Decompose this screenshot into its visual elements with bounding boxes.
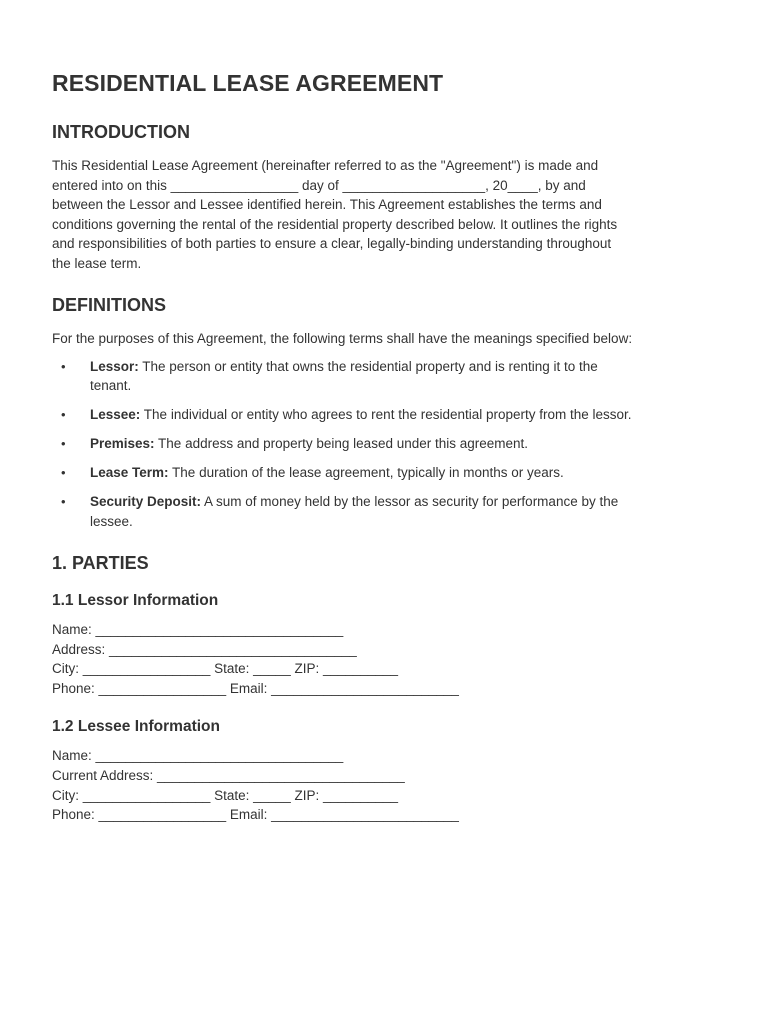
lessor-phone-email-field[interactable]: Phone: _________________ Email: _________________________ <box>52 680 459 696</box>
definition-text: The address and property being leased under this agreement. <box>154 436 529 451</box>
introduction-line: This Residential Lease Agreement (hereinafter referred to as the "Agreement") is made and <box>52 158 599 173</box>
definition-text: tenant. <box>90 378 132 393</box>
definition-item-lessee <box>52 405 718 425</box>
introduction-line: entered into on this _________________ day of ___________________, 20____, by and <box>52 177 586 193</box>
lessee-phone-email-field[interactable]: Phone: _________________ Email: _________________________ <box>52 807 459 823</box>
bullet-icon: • <box>61 358 66 374</box>
introduction-heading: INTRODUCTION <box>52 122 190 142</box>
lessor-info-form <box>52 620 718 698</box>
bullet-icon: • <box>61 436 66 451</box>
lessee-info-form <box>52 746 718 824</box>
definition-term: Lessee: <box>90 407 141 422</box>
lessor-address-field[interactable]: Address: _________________________________ <box>52 641 357 657</box>
definitions-list <box>52 357 718 532</box>
bullet-icon: • <box>61 494 66 509</box>
lessor-city-state-zip-field[interactable]: City: _________________ State: _____ ZIP: __________ <box>52 661 399 677</box>
definition-item-premises <box>52 434 718 454</box>
definitions-intro: For the purposes of this Agreement, the following terms shall have the meanings specified below: <box>52 331 633 346</box>
introduction-line: between the Lessor and Lessee identified herein. This Agreement establishes the terms and <box>52 197 602 212</box>
bullet-icon: • <box>61 465 66 480</box>
definition-text: The individual or entity who agrees to rent the residential property from the lessor. <box>140 407 632 422</box>
lessee-info-heading: 1.2 Lessee Information <box>52 718 220 736</box>
introduction-line: conditions governing the rental of the residential property described below. It outlines the rights <box>52 216 618 232</box>
lessee-name-field[interactable]: Name: _________________________________ <box>52 748 344 764</box>
lessee-city-state-zip-field[interactable]: City: _________________ State: _____ ZIP: __________ <box>52 787 399 803</box>
introduction-line: the lease term. <box>52 255 142 271</box>
definition-text: lessee. <box>90 513 133 529</box>
definition-term: Lessor: <box>90 358 139 374</box>
bullet-icon: • <box>61 407 66 422</box>
definition-term: Premises: <box>90 436 155 451</box>
definition-item-security-deposit <box>52 492 718 531</box>
definition-item-lease-term <box>52 463 718 483</box>
definition-term: Security Deposit: <box>90 494 202 509</box>
definition-text: The duration of the lease agreement, typically in months or years. <box>168 465 564 480</box>
parties-heading: 1. PARTIES <box>52 553 149 573</box>
definitions-heading: DEFINITIONS <box>52 295 167 315</box>
lessor-name-field[interactable]: Name: _________________________________ <box>52 622 344 637</box>
introduction-paragraph <box>52 156 718 273</box>
definition-item-lessor <box>52 357 718 396</box>
introduction-line: and responsibilities of both parties to ensure a clear, legally-binding understanding throughout <box>52 236 612 251</box>
definition-text: The person or entity that owns the residential property and is renting it to the <box>138 358 598 374</box>
lessor-info-heading: 1.1 Lessor Information <box>52 592 219 609</box>
definition-text: A sum of money held by the lessor as security for performance by the <box>201 494 619 509</box>
definition-term: Lease Term: <box>90 465 169 480</box>
document-title: RESIDENTIAL LEASE AGREEMENT <box>52 70 444 96</box>
lessee-address-field[interactable]: Current Address: _________________________________ <box>52 767 405 783</box>
